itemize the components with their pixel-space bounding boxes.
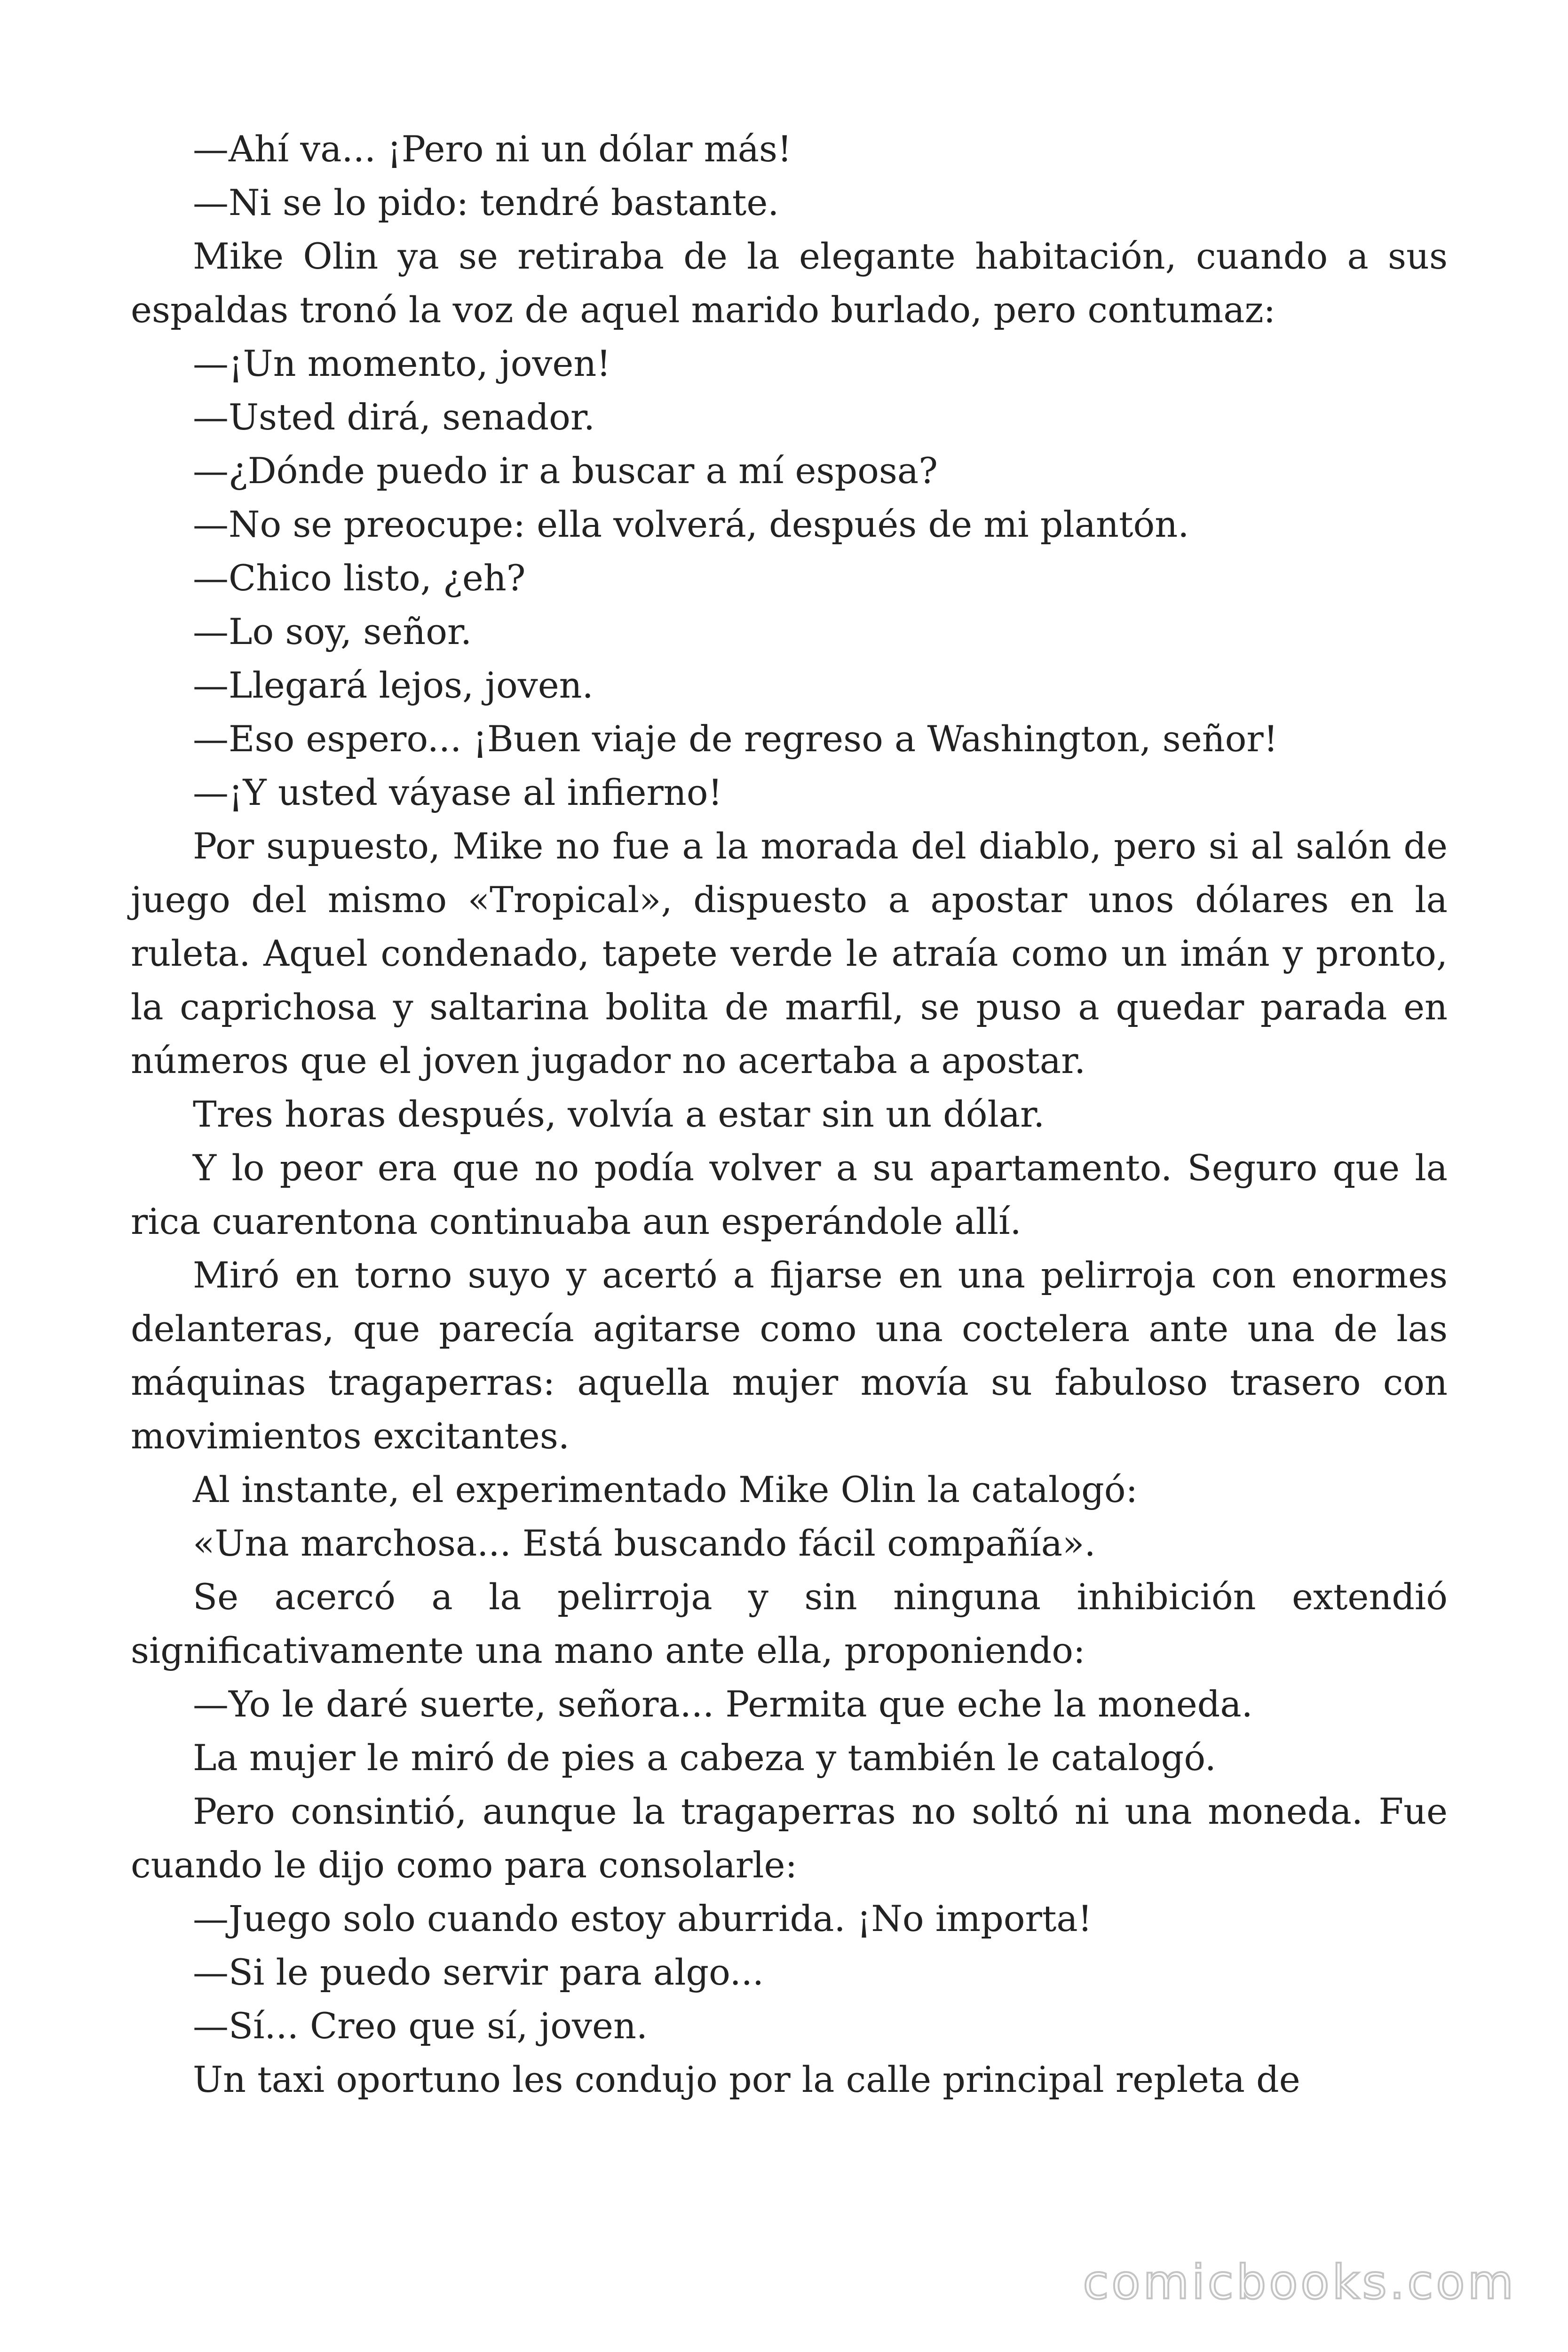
- paragraph: Pero consintió, aunque la tragaperras no soltó ni una moneda. Fue cuando le dijo como para consolarle:: [131, 1790, 1448, 1886]
- page-body: [131, 122, 1448, 2106]
- paragraph: —Chico listo, ¿eh?: [193, 557, 526, 599]
- paragraph: —Si le puedo servir para algo...: [193, 1951, 764, 1993]
- paragraph: Tres horas después, volvía a estar sin un dólar.: [193, 1093, 1045, 1135]
- paragraph: —Yo le daré suerte, señora... Permita que eche la moneda.: [193, 1683, 1253, 1725]
- paragraph: —Ahí va... ¡Pero ni un dólar más!: [193, 128, 792, 170]
- paragraph: Miró en torno suyo y acertó a fijarse en una pelirroja con enormes delanteras, que parecía agitarse como una coctelera ante una de las máquinas tragaperras: aquella mujer movía su fabuloso trasero con movimientos excitantes.: [131, 1254, 1448, 1457]
- paragraph: Se acercó a la pelirroja y sin ninguna inhibición extendió significativamente una mano ante ella, proponiendo:: [131, 1576, 1448, 1671]
- paragraph: —¡Un momento, joven!: [193, 342, 611, 384]
- paragraph: Al instante, el experimentado Mike Olin la catalogó:: [193, 1469, 1138, 1510]
- paragraph: —Sí... Creo que sí, joven.: [193, 2005, 648, 2047]
- paragraph: Y lo peor era que no podía volver a su apartamento. Seguro que la rica cuarentona continuaba aun esperándole allí.: [131, 1147, 1448, 1242]
- paragraph: —Usted dirá, senador.: [193, 396, 595, 438]
- paragraph: —No se preocupe: ella volverá, después de mi plantón.: [193, 503, 1189, 545]
- paragraph: —Juego solo cuando estoy aburrida. ¡No importa!: [193, 1898, 1093, 1939]
- paragraph: —Llegará lejos, joven.: [193, 664, 594, 706]
- paragraph: Mike Olin ya se retiraba de la elegante habitación, cuando a sus espaldas tronó la voz de aquel marido burlado, pero contumaz:: [131, 235, 1448, 331]
- paragraph: —Ni se lo pido: tendré bastante.: [193, 182, 779, 223]
- paragraph: «Una marchosa... Está buscando fácil compañía».: [193, 1522, 1096, 1564]
- paragraph: Un taxi oportuno les condujo por la calle principal repleta de: [193, 2058, 1300, 2100]
- paragraph: —Lo soy, señor.: [193, 611, 472, 652]
- paragraph: —¡Y usted váyase al infierno!: [193, 771, 723, 813]
- paragraph: —¿Dónde puedo ir a buscar a mí esposa?: [193, 450, 938, 492]
- paragraph: Por supuesto, Mike no fue a la morada del diablo, pero si al salón de juego del mismo «Tropical», dispuesto a apostar unos dólares en la ruleta. Aquel condenado, tapete verde le atraía como un imán y pronto, la caprichosa y saltarina bolita de marfil, se puso a quedar parada en números que el joven jugador no acertaba a apostar.: [131, 825, 1448, 1081]
- paragraph: La mujer le miró de pies a cabeza y también le catalogó.: [193, 1737, 1216, 1779]
- paragraph: —Eso espero... ¡Buen viaje de regreso a Washington, señor!: [193, 718, 1278, 760]
- watermark: comicbooks.com: [1083, 2255, 1516, 2310]
